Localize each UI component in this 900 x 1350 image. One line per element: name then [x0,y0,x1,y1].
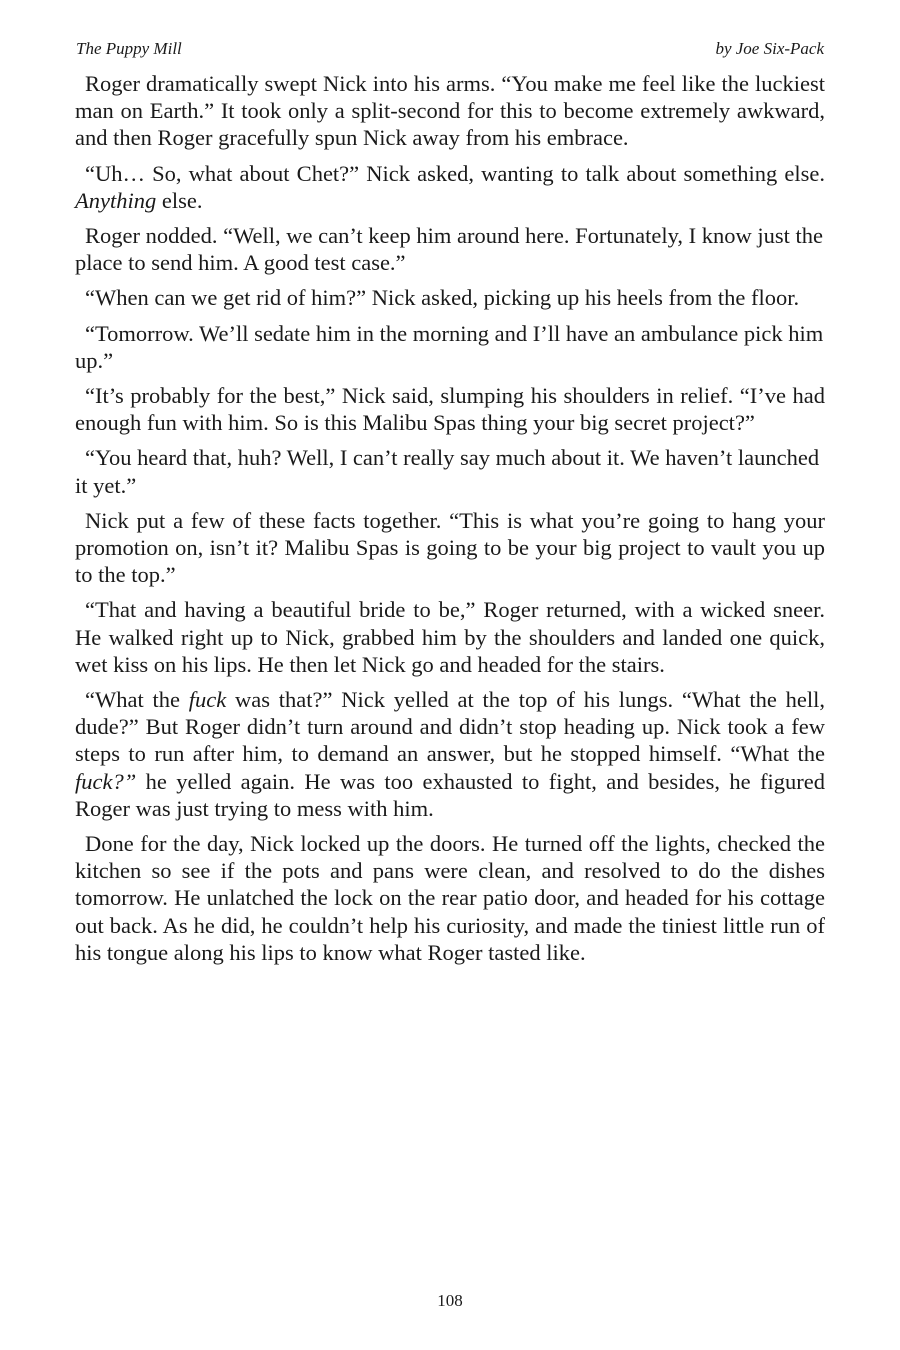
running-header [76,38,824,60]
author-name: by Joe Six-Pack [715,39,824,58]
paragraph-1: Roger dramatically swept Nick into his arms. “You make me feel like the luckiest man on Earth.” It took only a split-second for this to become extremely awkward, and then Roger gracefully spun Nick away from his embrace. [75,71,825,151]
paragraph-2-tail: else. [156,187,203,213]
paragraph-10-text-3: he yelled again. He was too exhausted to fight, and besides, he figured Roger was just trying to mess with him. [75,768,825,821]
paragraph-8: Nick put a few of these facts together. “This is what you’re going to hang your promotion on, isn’t it? Malibu Spas is going to be your big project to vault you up to the top.” [75,507,825,588]
paragraph-10-emphasis-2: fuck?” [75,768,137,794]
paragraph-9: “That and having a beautiful bride to be,” Roger returned, with a wicked sneer. He walked right up to Nick, grabbed him by the shoulders and landed one quick, wet kiss on his lips. He then let Nick go and headed for the stairs. [75,597,825,677]
paragraph-6: “It’s probably for the best,” Nick said, slumping his shoulders in relief. “I’ve had enough fun with him. So is this Malibu Spas thing your big secret project?” [75,383,825,436]
book-title: The Puppy Mill [76,39,182,58]
page-number: 108 [437,1291,463,1310]
paragraph-11: Done for the day, Nick locked up the doors. He turned off the lights, checked the kitchen so see if the pots and pans were clean, and resolved to do the dishes tomorrow. He unlatched the lock on the rear patio door, and headed for his cottage out back. As he did, he couldn’t help his curiosity, and made the tiniest little run of his tongue along his lips to know what Roger tasted like. [75,831,825,965]
paragraph-5: “Tomorrow. We’ll sedate him in the morning and I’ll have an ambulance pick him up.” [75,320,824,373]
paragraph-2-text: “Uh… So, what about Chet?” Nick asked, wanting to talk about something else. [85,160,825,186]
paragraph-2-emphasis: Anything [75,187,157,213]
body-text [75,70,825,974]
paragraph-10-emphasis-1: fuck [188,687,227,713]
paragraph-10 [75,686,825,822]
paragraph-2 [75,160,825,214]
paragraph-7: “You heard that, huh? Well, I can’t really say much about it. We haven’t launched it yet.” [75,445,820,498]
paragraph-4: “When can we get rid of him?” Nick asked, picking up his heels from the floor. [85,285,800,311]
paragraph-3: Roger nodded. “Well, we can’t keep him around here. Fortunately, I know just the place to send him. A good test case.” [75,223,823,276]
paragraph-10-text-2: was that?” Nick yelled at the top of his lungs. “What the hell, dude?” But Roger didn’t turn around and didn’t stop heading up. Nick took a few steps to run after him, to demand an answer, but he stopped himself. “What the [75,687,825,767]
paragraph-10-text-1: “What the [85,687,189,713]
